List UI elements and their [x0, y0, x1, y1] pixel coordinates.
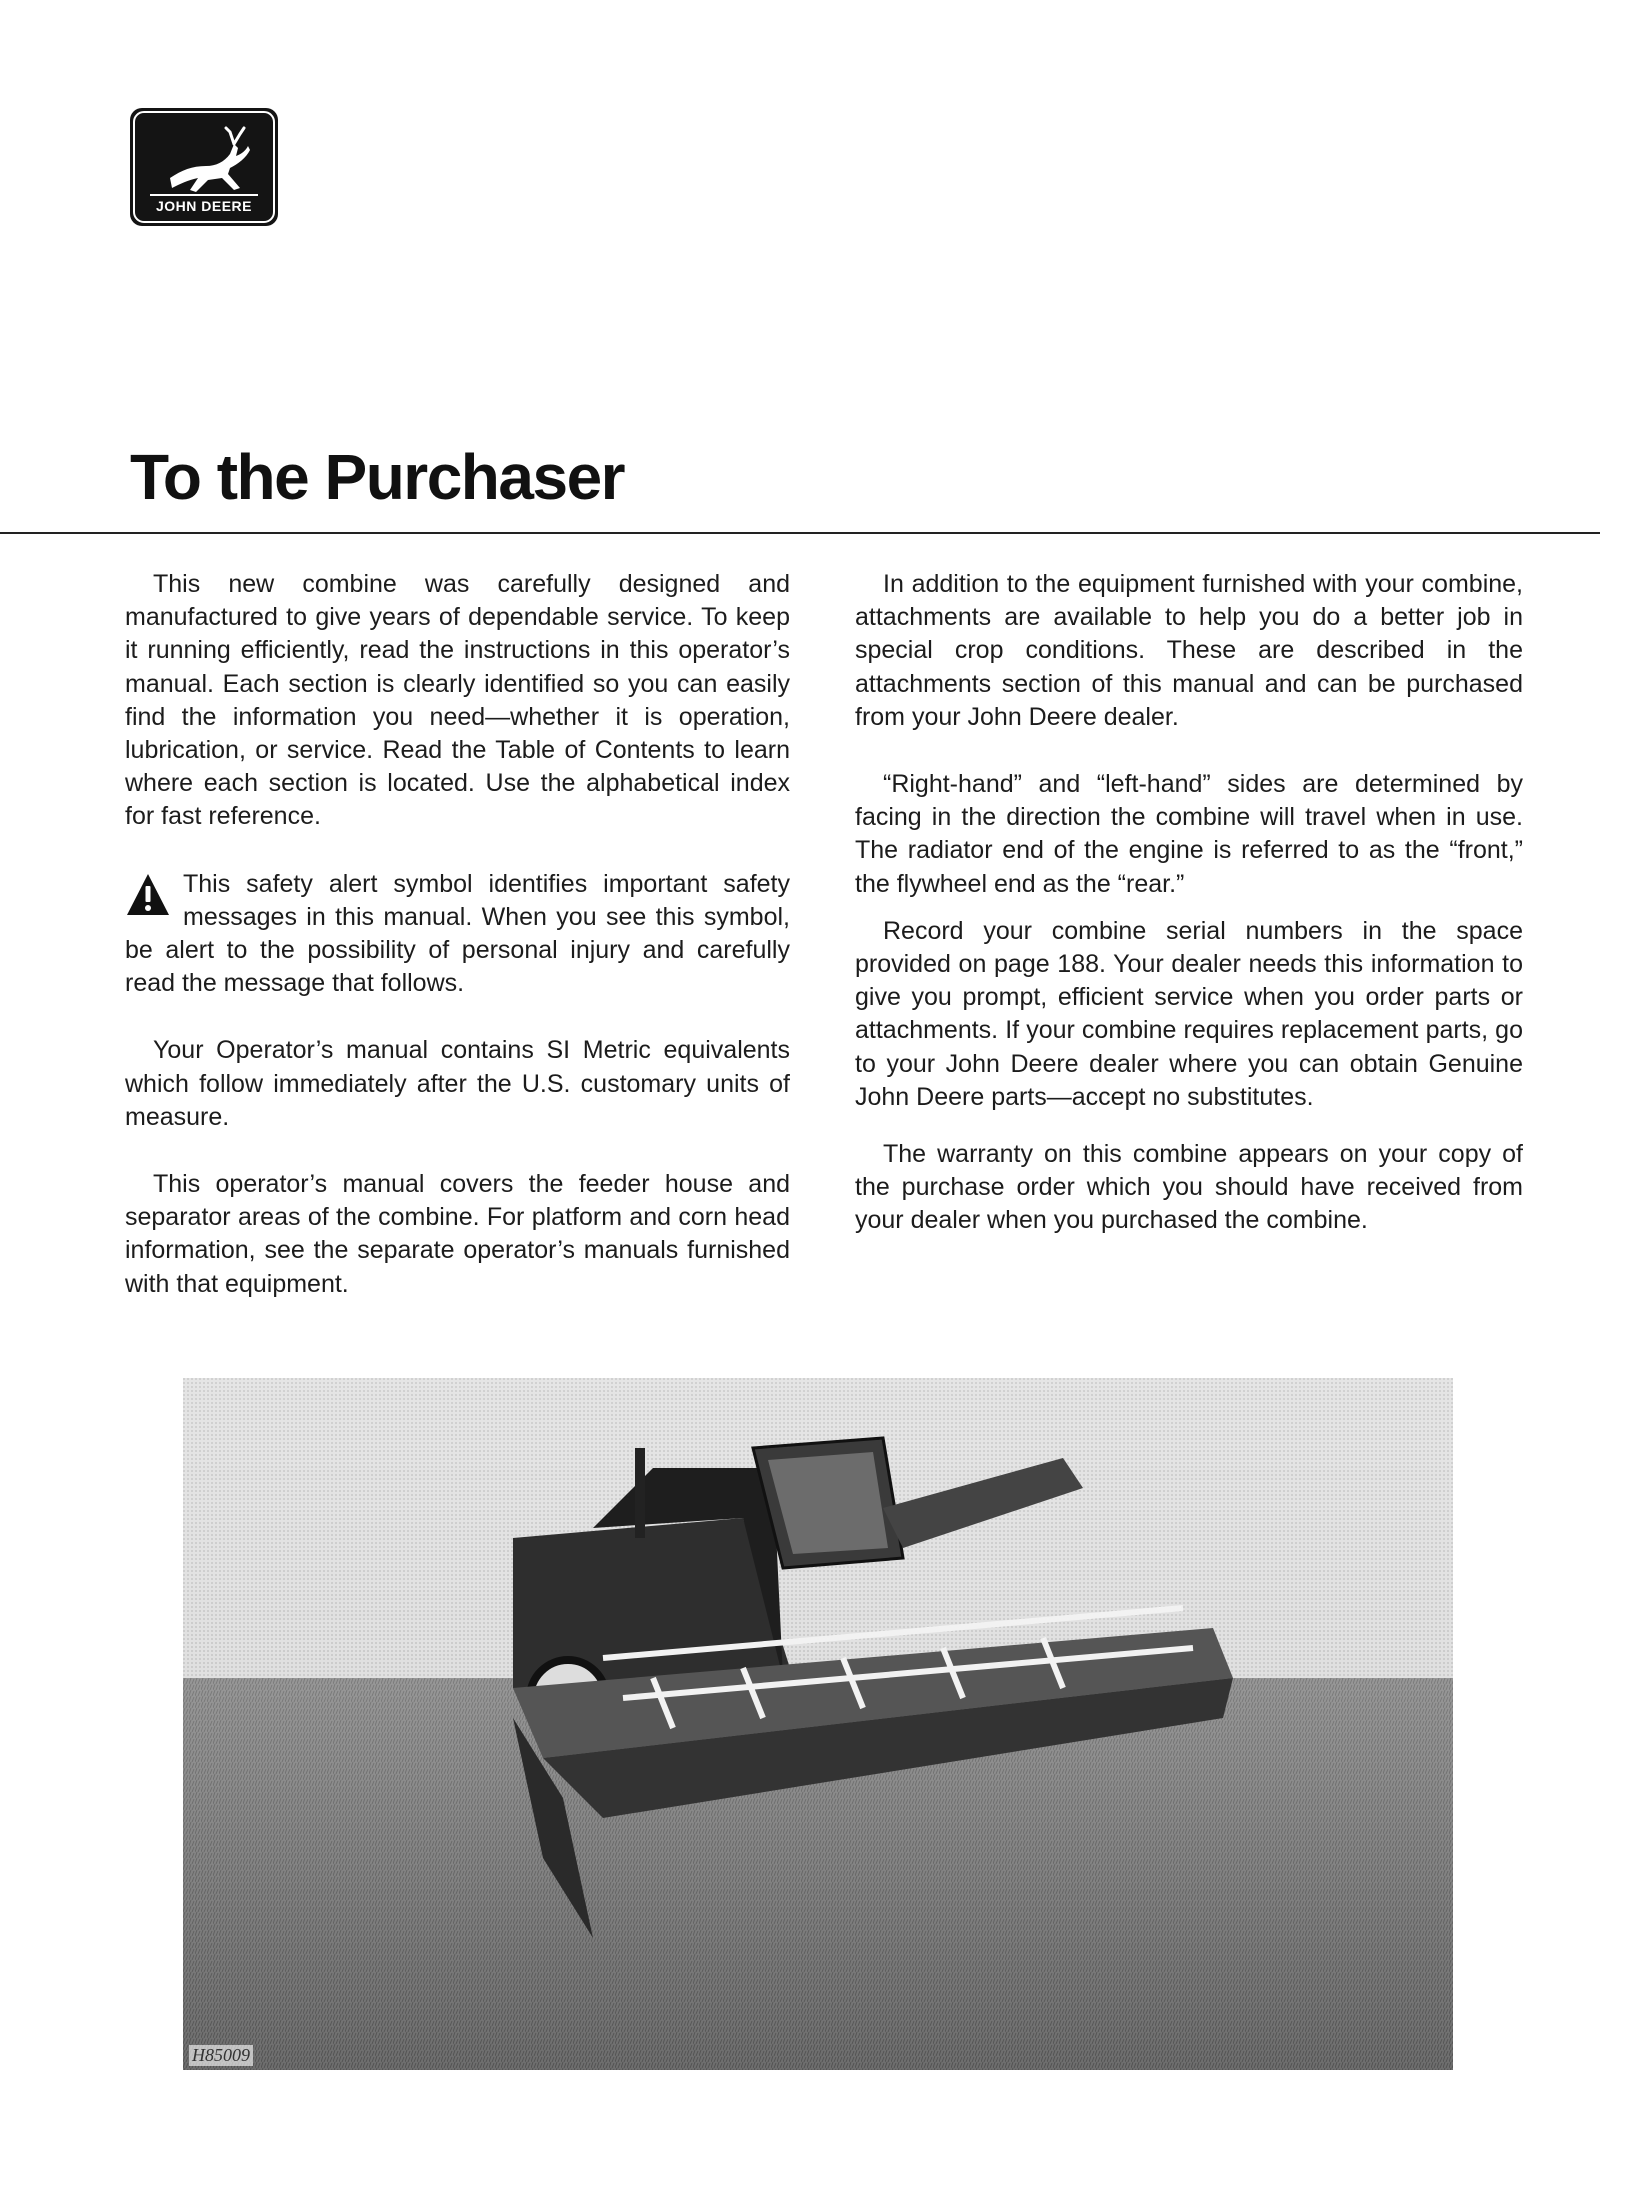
safety-alert-paragraph	[125, 868, 790, 1001]
serial-paragraph: Record your combine serial numbers in the space provided on page 188. Your dealer needs this information to give you prompt, efficient service when you order parts or attachments. If your combine requires replacement parts, go to your John Deere dealer where you can obtain Genuine John Deere parts—accept no substitutes.	[855, 916, 1523, 1111]
combine-harvester-illustration	[183, 1378, 1453, 2070]
coverage-paragraph: This operator’s manual covers the feeder house and separator areas of the combine. For platform and corn head information, see the separate operator’s manuals furnished with that equipment.	[125, 1170, 790, 1298]
metric-paragraph: Your Operator’s manual contains SI Metric equivalents which follow immediately after the U.S. customary units of measure.	[125, 1036, 790, 1131]
logo-wordmark: JOHN DEERE	[155, 198, 253, 214]
photo-reference-code: H85009	[189, 2045, 253, 2066]
left-column	[125, 568, 790, 1301]
right-column	[855, 568, 1523, 1238]
sides-paragraph: “Right-hand” and “left-hand” sides are determined by facing in the direction the combine will travel when in use. The radiator end of the engine is referred to as the “front,” the flywheel end as the “rear.”	[855, 770, 1523, 898]
attachments-paragraph: In addition to the equipment furnished with your combine, attachments are available to help you do a better job in special crop conditions. These are described in the attachments section of this manual and can be purchased from your John Deere dealer.	[855, 570, 1523, 731]
john-deere-logo	[130, 108, 278, 226]
intro-paragraph: This new combine was carefully designed and manufactured to give years of dependable service. To keep it running efficiently, read the instructions in this operator’s manual. Each section is clearly identified so you can easily find the information you need—whether it is operation, lubrication, or service. Read the Table of Contents to learn where each section is located. Use the alphabetical index for fast reference.	[125, 570, 790, 831]
warranty-paragraph: The warranty on this combine appears on your copy of the purchase order which you should have received from your dealer when you purchased the combine.	[855, 1140, 1523, 1235]
safety-alert-text: This safety alert symbol identifies important safety messages in this manual. When you see this symbol, be alert to the possibility of personal injury and carefully read the message that follows.	[125, 869, 790, 998]
title-divider	[0, 532, 1600, 534]
combine-photo	[183, 1378, 1453, 2070]
safety-alert-triangle-icon	[125, 872, 171, 918]
page-title: To the Purchaser	[130, 441, 625, 513]
